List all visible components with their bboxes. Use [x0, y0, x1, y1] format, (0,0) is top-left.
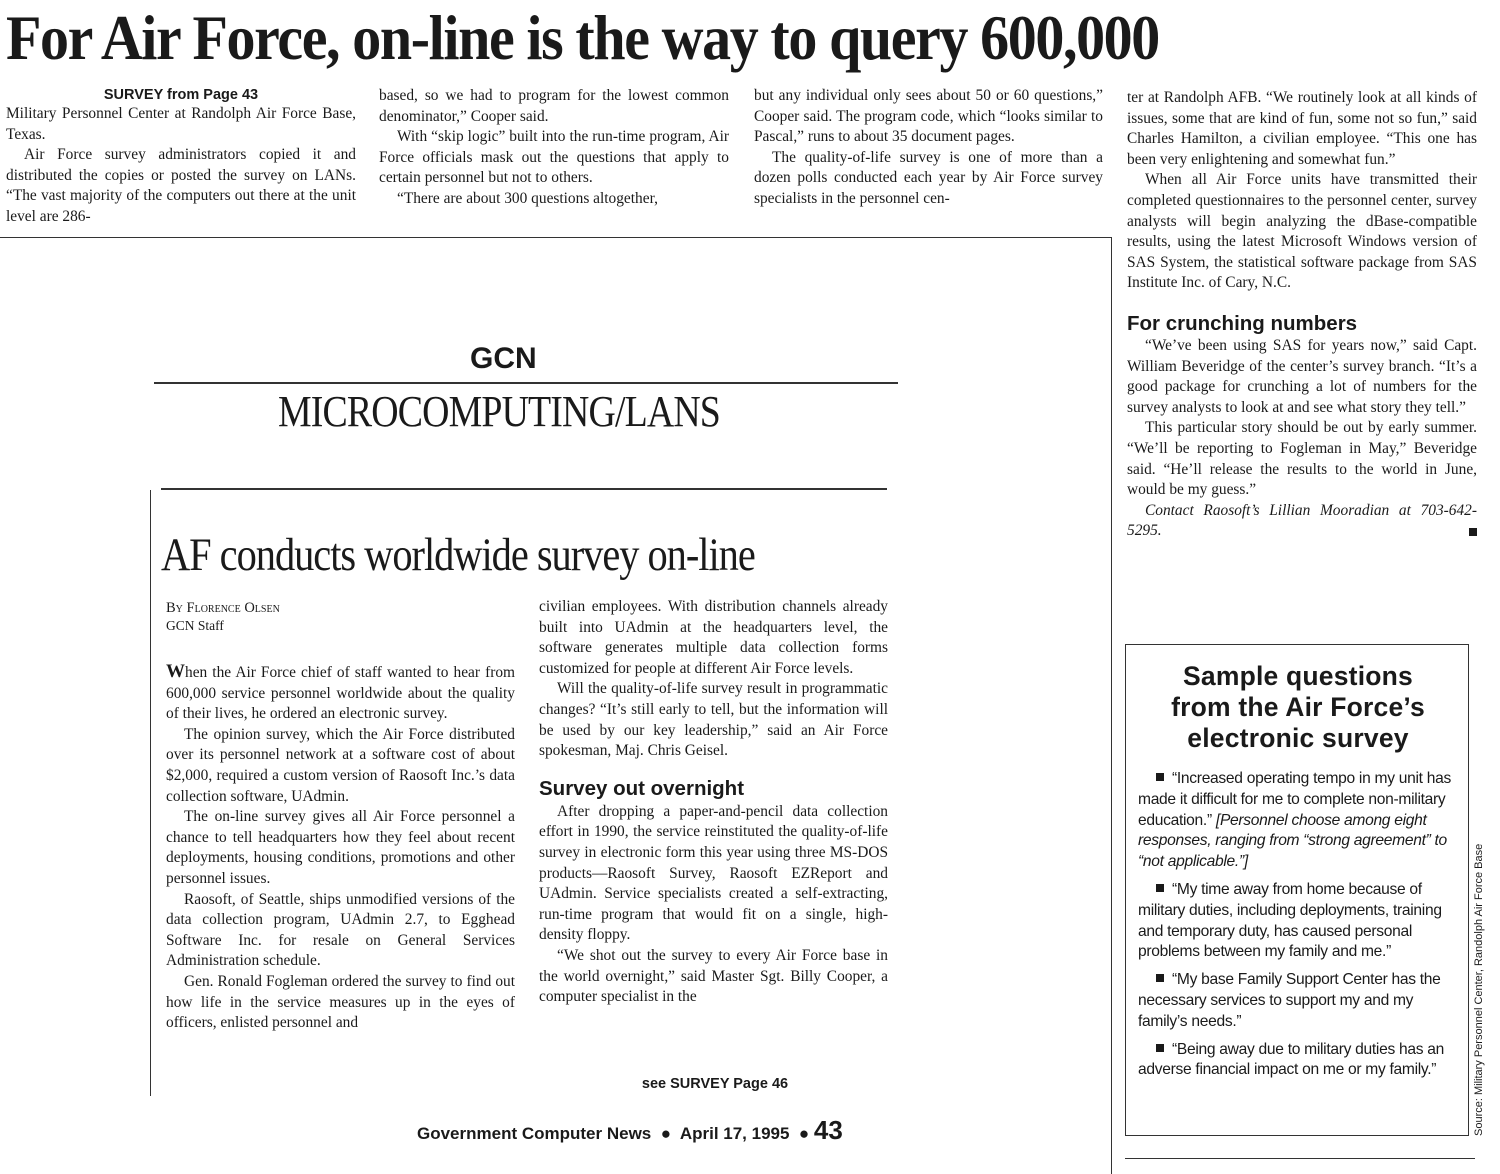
paragraph: Raosoft, of Seattle, ships unmodified versions of the data collection program, UAdmin 2.7, to Egghead Software Inc. for resale on General Services Administration schedule. — [166, 890, 515, 970]
subhead-survey-overnight: Survey out overnight — [539, 776, 745, 800]
contact-line — [1127, 501, 1477, 542]
paragraph: Military Personnel Center at Randolph Air Force Base, Texas. — [6, 105, 356, 143]
paragraph: The opinion survey, which the Air Force distributed over its personnel network at a software cost of about $2,000, required a custom version of Raosoft Inc.’s data collection software, UAdmin. — [166, 725, 515, 805]
bullet-icon — [1156, 884, 1164, 892]
paragraph: Will the quality-of-life survey result in programmatic changes? “It’s still early to tell, but the information will be used by our key leadership,” said an Air Force spokesman, Maj. Chris Geisel. — [539, 680, 888, 760]
question-text: “Being away due to military duties has an adverse financial impact on me or my family.” — [1138, 1040, 1445, 1079]
box-title-line: Sample questions — [1183, 661, 1413, 691]
question-item — [1138, 1040, 1458, 1082]
paragraph: Air Force survey administrators copied it and distributed the copies or posted the survey on LANs. “The vast majority of the computers out there at the unit level are 286- — [6, 146, 356, 225]
paragraph: Gen. Ronald Fogleman ordered the survey to find out how life in the service measures up in the eyes of officers, enlisted personnel and — [166, 972, 515, 1032]
top-rule — [0, 237, 1112, 238]
subhead-crunching-numbers: For crunching numbers — [1127, 311, 1358, 335]
section-rule — [154, 382, 898, 384]
drop-cap: W — [166, 661, 185, 682]
headline: For Air Force, on-line is the way to query 600,000 — [6, 3, 1159, 73]
page-footer — [417, 1115, 843, 1146]
paragraph: ter at Randolph AFB. “We routinely look at all kinds of issues, some that are kind of fun, some not so fun,” said Charles Hamilton, a civilian employee. “This one has been very enlightening and somewhat fun.” — [1127, 89, 1477, 168]
bottom-rule — [1125, 1158, 1475, 1159]
paragraph: based, so we had to program for the lowest common denominator,” Cooper said. — [379, 87, 729, 125]
paragraph: After dropping a paper-and-pencil data collection effort in 1990, the service reinstituted the quality-of-life survey in electronic form this year using three MS-DOS products—Raosoft Survey, Raosoft EZReport and UAdmin. Service specialists created a self-extracting, run-time program that would fit on a single, high-density floppy. — [539, 802, 888, 944]
paragraph: With “skip logic” built into the run-time program, Air Force officials mask out the questions that apply to certain personnel but not to others. — [379, 128, 729, 187]
bullet-icon — [1156, 773, 1164, 781]
lead-paragraph — [166, 662, 515, 725]
box-title — [1126, 661, 1470, 754]
section-title: MICROCOMPUTING/LANS — [278, 387, 720, 436]
author-name: Florence Olsen — [186, 600, 280, 616]
sample-questions-box — [1125, 644, 1469, 1136]
paragraph: “We’ve been using SAS for years now,” said Capt. William Beveridge of the center’s survey branch. “It’s a good package for crunching a lot of numbers for the survey analysts to look at and see what story they tell.” — [1127, 336, 1477, 416]
jump-to-label: see SURVEY Page 46 — [641, 1076, 789, 1092]
paragraph: This particular story should be out by early summer. “We’ll be reporting to Fogleman in May,” Beveridge said. “He’ll release the results to the world in June, would be my guess.” — [1127, 419, 1477, 499]
lead-text: hen the Air Force chief of staff wanted to hear from 600,000 service personnel worldwide about the quality of their lives, he ordered an electronic survey. — [166, 664, 515, 723]
story-left-rule — [150, 490, 151, 1096]
bullet-icon — [1156, 1044, 1164, 1052]
box-title-line: from the Air Force’s — [1171, 692, 1425, 722]
question-item — [1138, 880, 1458, 963]
paragraph: The on-line survey gives all Air Force personnel a chance to tell headquarters how they feel about recent deployments, housing conditions, promotions and other personnel issues. — [166, 808, 515, 887]
byline-prefix: By — [166, 600, 183, 616]
story-title: AF conducts worldwide survey on-line — [161, 529, 755, 581]
footer-separator: ● — [794, 1124, 810, 1143]
source-credit: Source: Military Personnel Center, Randolph Air Force Base — [1473, 843, 1485, 1136]
question-note: [Personnel choose among eight responses, ranging from “strong agreement” to “not applicable.”] — [1138, 811, 1447, 871]
paragraph: civilian employees. With distribution channels already built into UAdmin at the headquarters level, the software generates multiple data collection forms customized for people at different Air Force levels. — [539, 598, 888, 677]
question-list — [1138, 769, 1458, 1088]
box-title-line: electronic survey — [1187, 723, 1409, 753]
end-mark — [1469, 528, 1477, 536]
question-text: “My base Family Support Center has the necessary services to support my and my family’s needs.” — [1138, 971, 1441, 1030]
jump-from-label: SURVEY from Page 43 — [103, 87, 259, 103]
publication-name: Government Computer News — [417, 1124, 652, 1143]
issue-date: April 17, 1995 — [679, 1124, 790, 1143]
byline — [166, 598, 280, 618]
paragraph: “There are about 300 questions altogether, — [397, 189, 658, 207]
continuation-column-3 — [754, 86, 1103, 210]
continuation-column-1 — [6, 86, 356, 228]
story-column-2 — [539, 597, 888, 1008]
paragraph: “We shot out the survey to every Air Force base in the world overnight,” said Master Sgt. Billy Cooper, a computer specialist in the — [539, 946, 888, 1006]
question-item — [1138, 970, 1458, 1032]
gcn-logo: GCN — [470, 342, 537, 375]
footer-separator: ● — [656, 1124, 676, 1143]
paragraph: but any individual only sees about 50 or 60 questions,” Cooper said. The program code, which “looks similar to Pascal,” runs to about 35 document pages. — [754, 87, 1103, 146]
author-affiliation: GCN Staff — [166, 618, 224, 633]
paragraph: When all Air Force units have transmitted their completed questionnaires to the personnel center, survey analysts will begin analyzing the dBase-compatible results, using the latest Microsoft Windows version of SAS System, the statistical software package from SAS Institute Inc. of Cary, N.C. — [1127, 171, 1477, 292]
column-divider — [1111, 237, 1112, 1174]
question-item — [1138, 769, 1458, 873]
continuation-column-2 — [379, 86, 729, 210]
page-number: 43 — [813, 1115, 843, 1145]
continuation-column-4 — [1127, 88, 1477, 542]
story-top-rule — [161, 488, 887, 490]
paragraph: The quality-of-life survey is one of more than a dozen polls conducted each year by Air Force survey specialists in the personnel cen- — [754, 148, 1103, 207]
contact-text: Contact Raosoft’s Lillian Mooradian at 703-642-5295. — [1127, 501, 1477, 540]
question-text: “My time away from home because of military duties, including deployments, training and temporary duty, has caused personal problems between my family and me.” — [1138, 880, 1442, 961]
question-text: “Increased operating tempo in my unit has made it difficult for me to complete non-military education.” — [1138, 770, 1451, 829]
bullet-icon — [1156, 974, 1164, 982]
story-column-1 — [166, 662, 515, 1034]
